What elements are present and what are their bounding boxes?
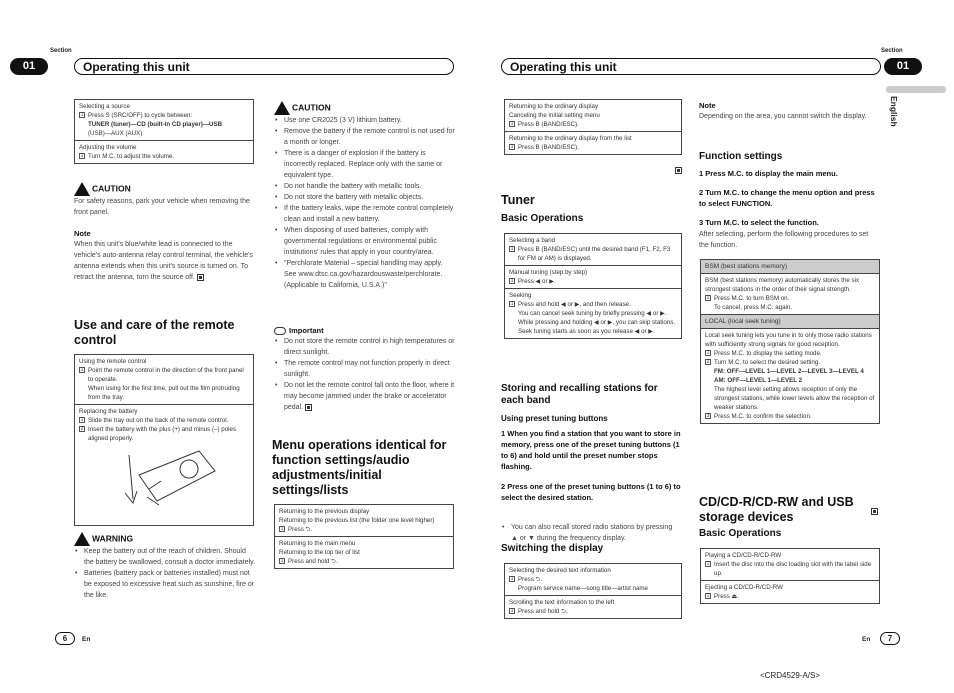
- store-step-2: 2 Press one of the preset tuning buttons (1 to 6) to select the desired station.: [501, 482, 681, 502]
- step-number-icon: 1: [510, 246, 514, 252]
- preset-tuning-heading: Using preset tuning buttons: [501, 414, 608, 423]
- step-number-icon: 1: [510, 278, 514, 284]
- section-label-right: Section: [881, 48, 903, 54]
- step-number-icon: 1: [706, 593, 710, 599]
- step-text: To cancel, press M.C. again.: [714, 304, 793, 311]
- note-title: Note: [74, 229, 91, 238]
- cell-title: Seeking: [509, 292, 532, 299]
- step-text: When using for the first time, pull out the film protruding from the tray.: [88, 385, 240, 401]
- step-text: Press ⮌.: [518, 576, 543, 583]
- cell-title: Using the remote control: [79, 358, 147, 365]
- cell-title: Returning to the ordinary display from the list: [509, 135, 632, 142]
- step-text: Press ⏏.: [714, 593, 740, 600]
- step-number-icon: 1: [80, 153, 84, 159]
- page-number-left: 6: [55, 632, 75, 645]
- cell-title: Selecting a source: [79, 103, 130, 110]
- table-menu-ops: [274, 504, 454, 569]
- caution-block: [74, 182, 256, 218]
- bsm-text: BSM (best stations memory) automatically stores the six strongest stations in the order of their signal strength.: [705, 277, 860, 293]
- step-text: FM: OFF—LEVEL 1—LEVEL 2—LEVEL 3—LEVEL 4: [714, 368, 864, 375]
- tuner-heading: Tuner: [501, 193, 535, 207]
- perchlorate-link[interactable]: See www.dtsc.ca.gov/hazardouswaste/perchlorate. (Applicable to California, U.S.A.)": [284, 271, 443, 289]
- step-text: Press S (SRC/OFF) to cycle between:: [88, 112, 193, 119]
- page-header-left: Operating this unit: [74, 58, 454, 75]
- cell-title: Canceling the initial setting menu: [509, 112, 600, 119]
- step-number-icon: 1: [510, 608, 514, 614]
- menu-operations-heading: Menu operations identical for function settings/audio adjustments/initial settings/lists: [272, 438, 447, 497]
- step-text: Press ◀ or ▶.: [518, 278, 556, 285]
- step-number-icon: 1: [510, 301, 514, 307]
- end-mark-icon: [197, 274, 204, 281]
- important-icon: [274, 327, 286, 335]
- important-bullet: • The remote control may not function properly in direct sunlight.: [274, 358, 456, 380]
- step-text: Press B (BAND/ESC).: [518, 121, 579, 128]
- warning-block: [74, 532, 256, 601]
- warning-triangle-icon: [74, 532, 90, 546]
- cell-title: Selecting the desired text information: [509, 567, 611, 574]
- cell-title: Replacing the battery: [79, 408, 138, 415]
- step-number-icon: 2: [706, 359, 710, 365]
- step-text: Slide the tray out on the back of the remote control.: [88, 417, 229, 424]
- table-cd-basic: [700, 548, 880, 604]
- side-tab-bar: [886, 86, 946, 93]
- side-language-tab: English: [889, 96, 899, 127]
- cell-title: Returning to the main menu: [279, 540, 356, 547]
- caution-bullet: • There is a danger of explosion if the battery is incorrectly replaced. Replace only with the same or equivalent type.: [274, 148, 456, 181]
- important-bullet: Do not let the remote control fall onto the floor, where it may become jammed under the brake or accelerator pedal.: [284, 382, 455, 411]
- page-header-right: Operating this unit: [501, 58, 881, 75]
- step-text: Program service name—song title—artist name: [518, 585, 648, 592]
- step-text: While pressing and holding ◀ or ▶, you can skip stations. Seek tuning starts as soon as you release ◀ or ▶.: [518, 319, 676, 335]
- cell-title: Adjusting the volume: [79, 144, 137, 151]
- step-text: Press B (BAND/ESC) until the desired band (F1, F2, F3 for FM or AM) is displayed.: [518, 246, 671, 262]
- cell-title: Returning to the previous list (the folder one level higher): [279, 517, 435, 524]
- note-text: When this unit's blue/white lead is connected to the vehicle's auto-antenna relay control terminal, the vehicle's antenna extends when this unit's source is turned on. To retract the antenna, turn the source off.: [74, 241, 253, 281]
- section-number-left: 01: [10, 58, 48, 75]
- step-number-icon: 1: [80, 112, 84, 118]
- caution-text: For safety reasons, park your vehicle when removing the front panel.: [74, 198, 250, 216]
- step-text: Turn M.C. to adjust the volume.: [88, 153, 175, 160]
- page-number-right: 7: [880, 632, 900, 645]
- end-mark-icon: [305, 404, 312, 411]
- caution-title: CAUTION: [92, 183, 131, 194]
- function-step-3-text: After selecting, perform the following procedures to set the function.: [699, 231, 869, 249]
- document-code: <CRD4529-A/S>: [760, 671, 821, 680]
- caution-title: CAUTION: [292, 102, 331, 113]
- note-text: Depending on the area, you cannot switch the display.: [699, 113, 867, 120]
- step-text: You can cancel seek tuning by briefly pressing ◀ or ▶.: [518, 310, 667, 317]
- step-number-icon: 1: [706, 295, 710, 301]
- cd-usb-heading: CD/CD-R/CD-RW and USB storage devices: [699, 495, 854, 524]
- warning-bullet: • Keep the battery out of the reach of children. Should the battery be swallowed, consult a doctor immediately.: [74, 546, 256, 568]
- warning-triangle-icon: [274, 101, 290, 115]
- step-number-icon: 1: [706, 350, 710, 356]
- store-bullet: • You can also recall stored radio stations by pressing ▲ or ▼ during the frequency display.: [501, 522, 681, 544]
- table-switch-display: [504, 563, 682, 619]
- note-block: [74, 228, 256, 283]
- remote-heading: Use and care of the remote control: [74, 318, 235, 347]
- caution-bullet: • If the battery leaks, wipe the remote control completely clean and install a new battery.: [274, 203, 456, 225]
- step-text: Insert the battery with the plus (+) and minus (–) poles aligned properly.: [88, 426, 237, 442]
- step-text: Press B (BAND/ESC).: [518, 144, 579, 151]
- step-number-icon: 1: [280, 558, 284, 564]
- step-text: Press and hold ◀ or ▶, and then release.: [518, 301, 631, 308]
- bsm-title: BSM (best stations memory): [701, 260, 879, 274]
- step-text: Point the remote control in the direction of the front panel to operate.: [88, 367, 244, 383]
- language-label-left: En: [82, 636, 91, 643]
- step-number-icon: 1: [510, 121, 514, 127]
- switch-display-heading: Switching the display: [501, 543, 604, 554]
- step-number-icon: 1: [510, 576, 514, 582]
- step-text: AM: OFF—LEVEL 1—LEVEL 2: [714, 377, 803, 384]
- caution-bullet: • Do not store the battery with metallic objects.: [274, 192, 456, 203]
- end-mark-icon: [675, 167, 682, 174]
- step-text: Press and hold ⮌.: [288, 558, 338, 565]
- step-number-icon: 1: [80, 417, 84, 423]
- step-text: TUNER (tuner)—CD (built-in CD player)—USB: [88, 121, 223, 128]
- store-recall-heading: Storing and recalling stations for each band: [501, 383, 658, 406]
- cell-title: Manual tuning (step by step): [509, 269, 588, 276]
- step-text: Press M.C. to turn BSM on.: [714, 295, 790, 302]
- caution-bullet: • "Perchlorate Material – special handling may apply.: [274, 258, 456, 269]
- step-text: Insert the disc into the disc loading slot with the label side up.: [714, 561, 872, 577]
- cell-title: Returning to the previous display: [279, 508, 370, 515]
- step-number-icon: 2: [80, 426, 84, 432]
- table-source-volume: [74, 99, 254, 164]
- step-text: Press and hold ⮌.: [518, 608, 568, 615]
- table-return-display: [504, 99, 682, 155]
- function-settings-heading: Function settings: [699, 151, 783, 162]
- caution-bullet: • When disposing of used batteries, comply with governmental regulations or environmental public institutions' rules that apply in your country/area.: [274, 225, 456, 258]
- cell-title: Selecting a band: [509, 237, 556, 244]
- cell-title: Returning to the top tier of list: [279, 549, 360, 556]
- step-text: Press ⮌.: [288, 526, 313, 533]
- caution-bullet: • Use one CR2025 (3 V) lithium battery.: [274, 115, 456, 126]
- function-step-3: 3 Turn M.C. to select the function.: [699, 218, 819, 227]
- function-step-2: 2 Turn M.C. to change the menu option and press to select FUNCTION.: [699, 188, 875, 208]
- cell-title: Ejecting a CD/CD-R/CD-RW: [705, 584, 783, 591]
- warning-triangle-icon: [74, 182, 90, 196]
- step-text: The highest level setting allows reception of only the strongest stations, while lower levels allow the reception of weaker stations.: [714, 386, 875, 411]
- note-title: Note: [699, 101, 716, 110]
- important-block: [274, 325, 456, 413]
- step-text: (USB)—AUX (AUX): [88, 130, 143, 137]
- step-text: Press M.C. to display the setting mode.: [714, 350, 822, 357]
- cd-basic-operations-heading: Basic Operations: [699, 528, 782, 539]
- step-number-icon: 3: [706, 413, 710, 419]
- step-text: Press M.C. to confirm the selection.: [714, 413, 812, 420]
- table-function-settings: [700, 259, 880, 424]
- step-number-icon: 1: [280, 526, 284, 532]
- step-number-icon: 1: [80, 367, 84, 373]
- important-bullet: • Do not store the remote control in high temperatures or direct sunlight.: [274, 336, 456, 358]
- store-step-1: 1 When you find a station that you want to store in memory, press one of the preset tuning buttons (1 to 6) and hold until the preset number stops flashing.: [501, 429, 681, 471]
- basic-operations-heading: Basic Operations: [501, 213, 584, 224]
- function-step-1: 1 Press M.C. to display the main menu.: [699, 169, 838, 178]
- cell-title: Returning to the ordinary display: [509, 103, 599, 110]
- note-block-right: [699, 100, 879, 122]
- cell-title: Playing a CD/CD-R/CD-RW: [705, 552, 782, 559]
- step-text: Turn M.C. to select the desired setting.: [714, 359, 821, 366]
- battery-insert-illustration: [119, 445, 219, 511]
- warning-title: WARNING: [92, 533, 134, 544]
- caution-bullet: • Remove the battery if the remote control is not used for a month or longer.: [274, 126, 456, 148]
- local-title: LOCAL (local seek tuning): [701, 315, 879, 329]
- local-text: Local seek tuning lets you tune in to only those radio stations with sufficiently strong signals for good reception.: [705, 332, 872, 348]
- language-label-right: En: [862, 636, 871, 643]
- caution-battery-block: [274, 101, 456, 291]
- warning-bullet: • Batteries (battery pack or batteries installed) must not be exposed to excessive heat such as sunshine, fire or the like.: [74, 568, 256, 601]
- important-title: Important: [289, 326, 324, 335]
- section-label-left: Section: [50, 48, 72, 54]
- caution-bullet: • Do not handle the battery with metallic tools.: [274, 181, 456, 192]
- cell-title: Scrolling the text information to the left: [509, 599, 615, 606]
- table-tuner-basic: [504, 233, 682, 339]
- section-number-right: 01: [884, 58, 922, 75]
- step-number-icon: 1: [510, 144, 514, 150]
- step-number-icon: 1: [706, 561, 710, 567]
- table-remote: [74, 354, 254, 526]
